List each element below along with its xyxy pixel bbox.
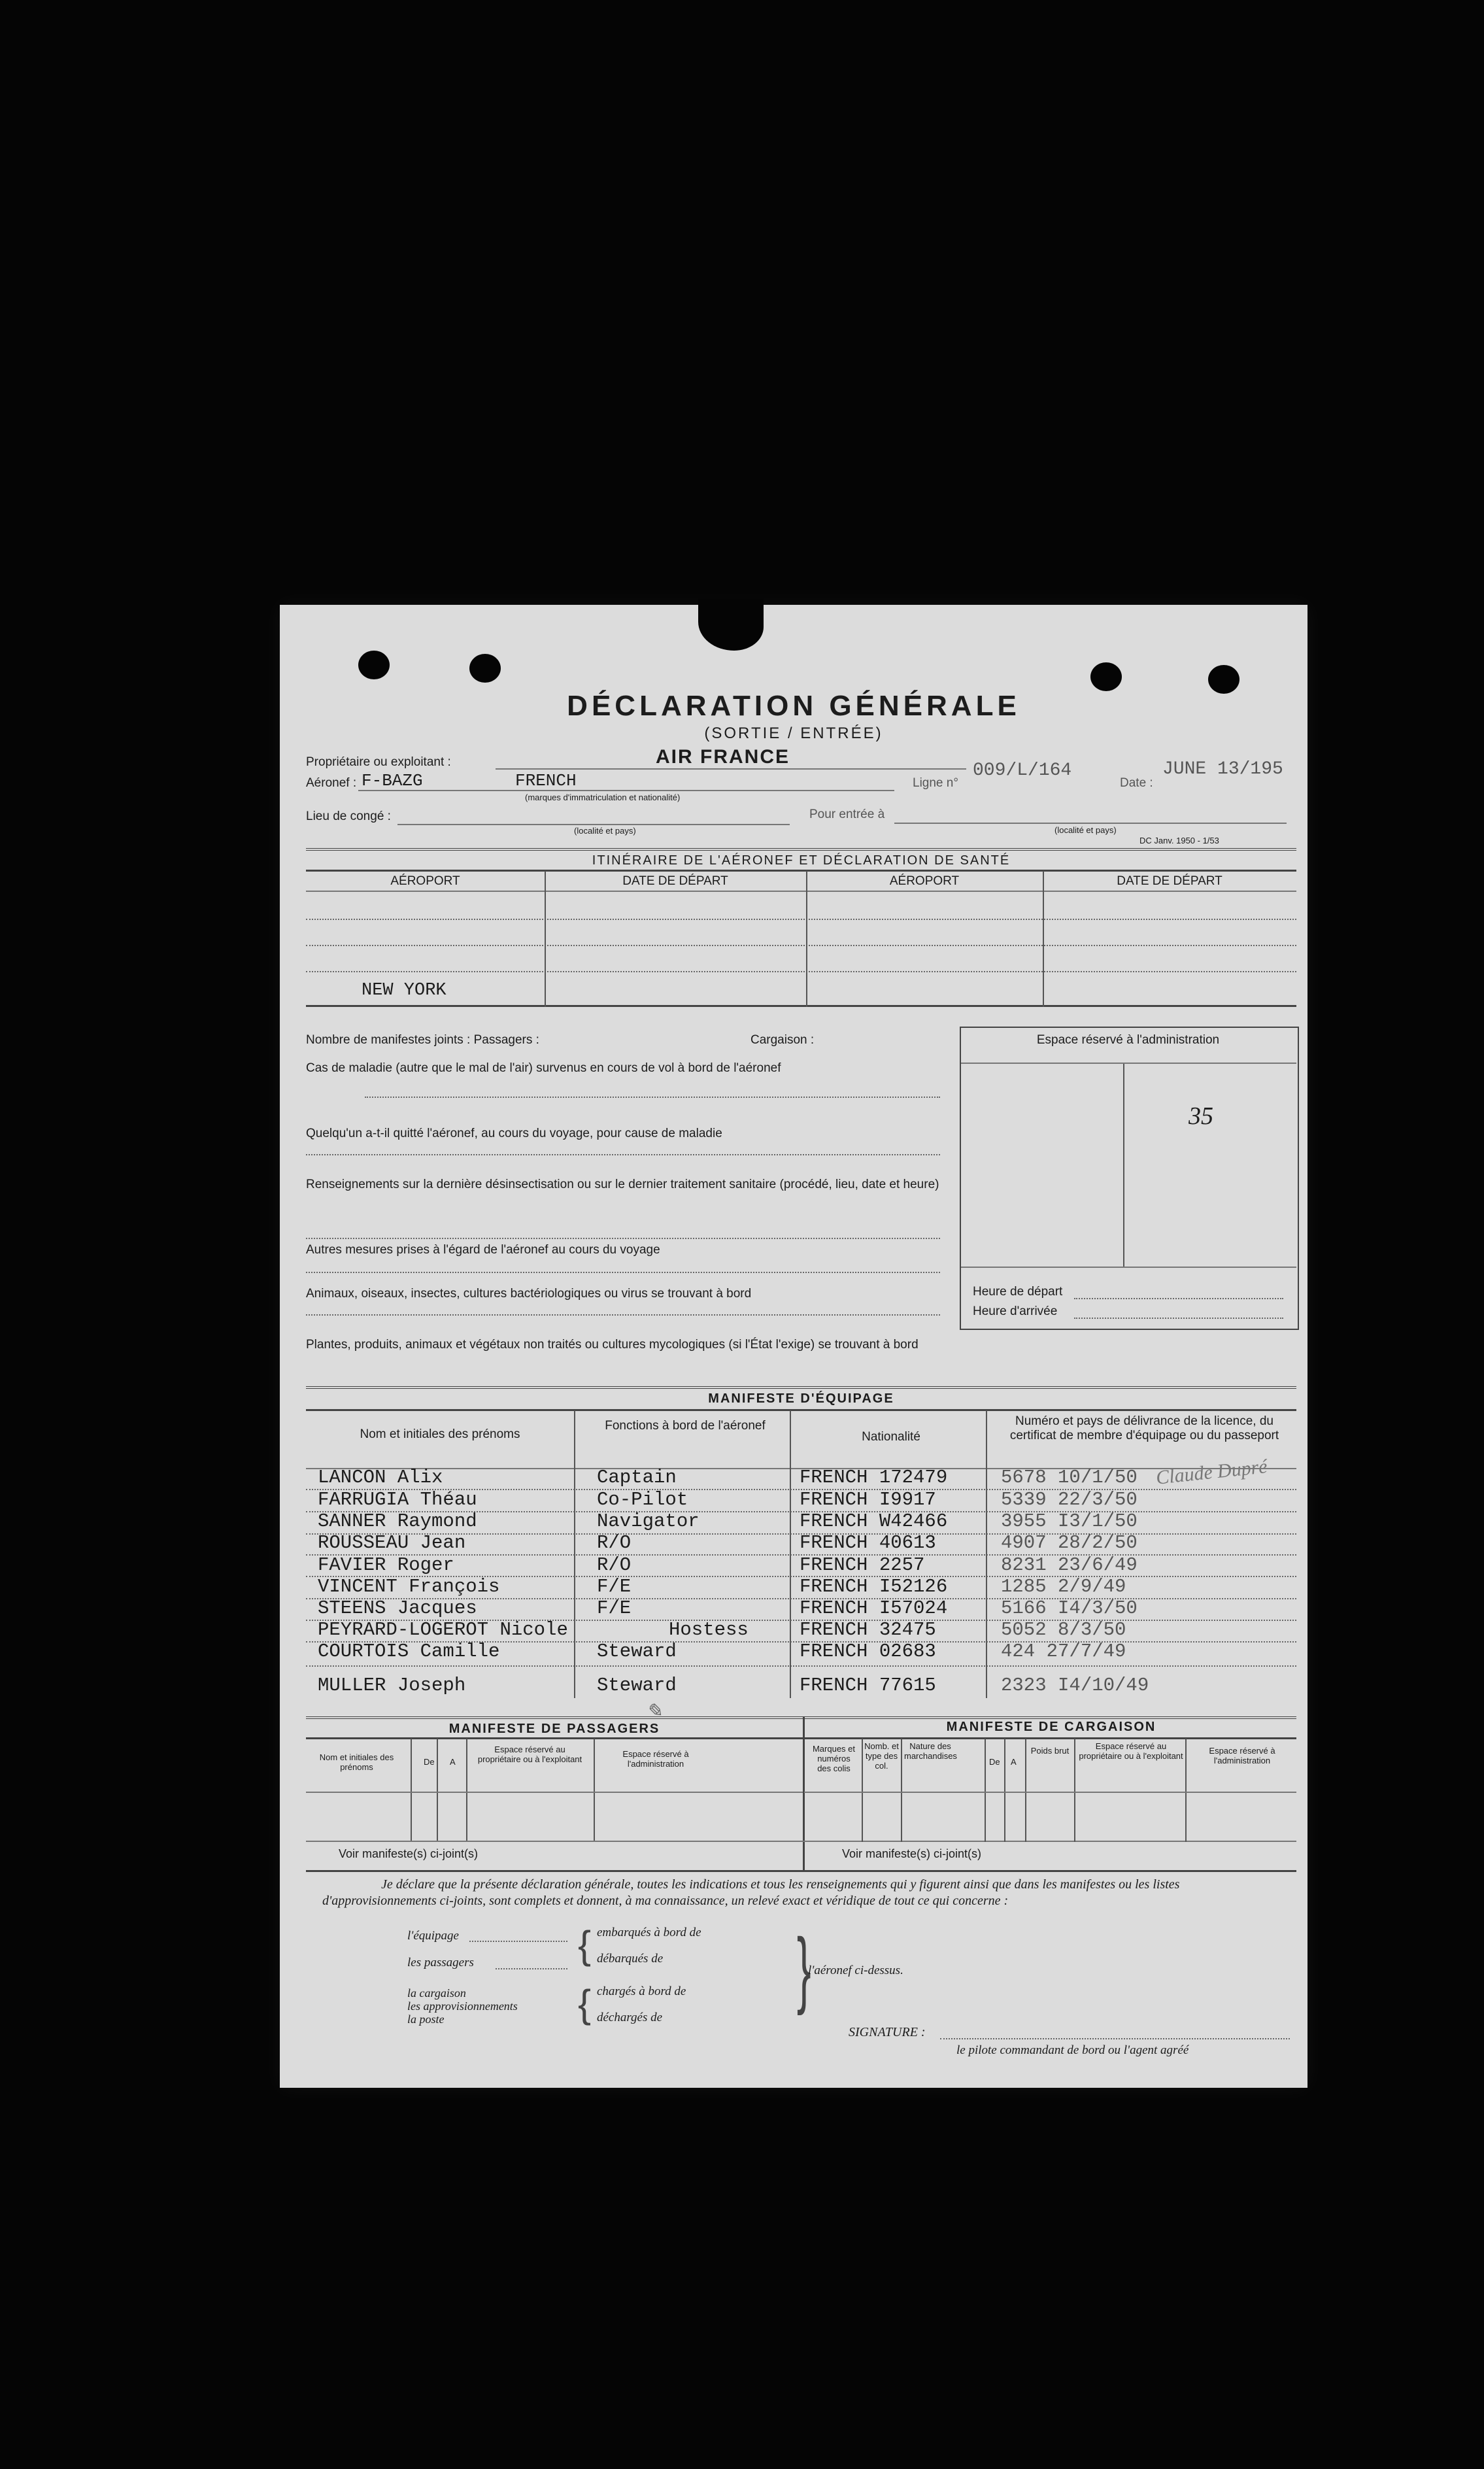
crew-license: 5339 22/3/50 xyxy=(1001,1489,1138,1510)
crew-function: F/E xyxy=(597,1597,632,1619)
crew-name: LANCON Alix xyxy=(318,1467,443,1488)
crew-license: 2323 I4/10/49 xyxy=(1001,1675,1149,1696)
crew-col-nationality: Nationalité xyxy=(862,1430,920,1444)
crew-col-license: Numéro et pays de délivrance de la licence, du certificat de membre d'équipage ou du passeport xyxy=(1009,1414,1279,1442)
reserved-number: 35 xyxy=(1189,1102,1213,1130)
departure-time-label: Heure de départ xyxy=(973,1285,1063,1299)
declaration-text: Je déclare que la présente déclaration générale, toutes les indications et tous les renseignements qui y figurent ainsi que dans les manifestes ou les listes d'approvisionnements ci-joints, sont complets et donnent, à ma connaissance, un relevé exact et véridique de tout ce qui concerne : xyxy=(322,1877,1180,1908)
crew-function: R/O xyxy=(597,1554,632,1576)
crew-function: Captain xyxy=(597,1467,677,1488)
pax-col-owner: Espace réservé au propriétaire ou à l'exploitant xyxy=(477,1745,582,1764)
crew-license: 5678 10/1/50 xyxy=(1001,1467,1138,1488)
cargo-manifest-title: MANIFESTE DE CARGAISON xyxy=(946,1720,1156,1734)
cargo-col-to: A xyxy=(1011,1757,1017,1767)
handwritten-signature: Claude Dupré xyxy=(1155,1456,1269,1489)
brace-glyph: } xyxy=(796,1920,811,2016)
cargo-col-admin: Espace réservé à l'administration xyxy=(1209,1746,1275,1765)
plants-label: Plantes, produits, animaux et végétaux non traités ou cultures mycologiques (si l'État l'exige) se trouvant à bord xyxy=(306,1338,919,1352)
owner-label: Propriétaire ou exploitant : xyxy=(306,755,451,769)
crew-license: 1285 2/9/49 xyxy=(1001,1576,1126,1597)
form-title: DÉCLARATION GÉNÉRALE xyxy=(567,690,1020,722)
line-label: Ligne n° xyxy=(913,776,958,790)
crew-name: STEENS Jacques xyxy=(318,1597,477,1619)
other-measures-label: Autres mesures prises à l'égard de l'aéronef au cours du voyage xyxy=(306,1243,660,1257)
sickness-label: Cas de maladie (autre que le mal de l'air) survenus en cours de vol à bord de l'aéronef xyxy=(306,1061,781,1075)
crew-function: F/E xyxy=(597,1576,632,1597)
crew-nationality: FRENCH I52126 xyxy=(800,1576,948,1597)
owner-value: AIR FRANCE xyxy=(656,746,790,768)
date-label: Date : xyxy=(1120,776,1153,790)
conge-label: Lieu de congé : xyxy=(306,809,391,823)
crew-function: Steward xyxy=(597,1641,677,1662)
decl-passengers: les passagers xyxy=(407,1956,474,1969)
entry-label: Pour entrée à xyxy=(809,808,885,821)
pax-col-from: De xyxy=(424,1757,435,1767)
crew-name: MULLER Joseph xyxy=(318,1675,466,1696)
signature-label: SIGNATURE : xyxy=(849,2025,926,2039)
brace-glyph: { xyxy=(578,1982,592,2026)
itinerary-airport-value: NEW YORK xyxy=(362,981,447,1000)
disinfection-label: Renseignements sur la dernière désinsectisation ou sur le dernier traitement sanitaire (procédé, lieu, date et heure) xyxy=(306,1178,939,1191)
decl-supplies: les approvisionnements xyxy=(407,2000,518,2013)
cargo-col-owner: Espace réservé au propriétaire ou à l'exploitant xyxy=(1079,1741,1183,1761)
crew-name: COURTOIS Camille xyxy=(318,1641,500,1662)
punch-hole xyxy=(358,651,390,679)
cargo-col-count: Nomb. et type des col. xyxy=(864,1741,899,1771)
crew-nationality: FRENCH I57024 xyxy=(800,1597,948,1619)
itinerary-col-date-2: DATE DE DÉPART xyxy=(1117,874,1223,888)
crew-function: R/O xyxy=(597,1532,632,1554)
itinerary-col-airport-1: AÉROPORT xyxy=(390,874,460,888)
crew-name: PEYRARD-LOGEROT Nicole xyxy=(318,1619,568,1641)
crew-col-function: Fonctions à bord de l'aéronef xyxy=(605,1419,766,1433)
crew-license: 3955 I3/1/50 xyxy=(1001,1510,1138,1532)
brace-glyph: { xyxy=(578,1923,592,1967)
date-value: JUNE 13/195 xyxy=(1162,759,1283,779)
decl-disembarked: débarqués de xyxy=(597,1952,664,1966)
crew-nationality: FRENCH 32475 xyxy=(800,1619,936,1641)
conge-note: (localité et pays) xyxy=(574,826,636,836)
declaration-form-sheet xyxy=(280,605,1307,2088)
crew-name: ROUSSEAU Jean xyxy=(318,1532,466,1554)
crew-license: 5052 8/3/50 xyxy=(1001,1619,1126,1641)
cargo-col-weight: Poids brut xyxy=(1030,1746,1070,1756)
cargo-col-nature: Nature des marchandises xyxy=(904,1741,957,1761)
punch-hole xyxy=(469,654,501,683)
aircraft-nationality: FRENCH xyxy=(515,771,577,791)
manifests-count-label: Nombre de manifestes joints : Passagers : xyxy=(306,1033,539,1047)
crew-nationality: FRENCH 2257 xyxy=(800,1554,925,1576)
entry-note: (localité et pays) xyxy=(1054,825,1117,835)
left-aircraft-label: Quelqu'un a-t-il quitté l'aéronef, au cours du voyage, pour cause de maladie xyxy=(306,1127,722,1140)
cargo-count-label: Cargaison : xyxy=(750,1033,815,1047)
arrival-time-label: Heure d'arrivée xyxy=(973,1304,1058,1318)
decl-mail: la poste xyxy=(407,2013,445,2026)
crew-function: Hostess xyxy=(669,1619,749,1641)
line-value: 009/L/164 xyxy=(973,760,1072,781)
crew-manifest-title: MANIFESTE D'ÉQUIPAGE xyxy=(708,1391,894,1406)
crew-license: 8231 23/6/49 xyxy=(1001,1554,1138,1576)
punch-hole xyxy=(1090,662,1122,691)
itinerary-col-airport-2: AÉROPORT xyxy=(889,874,960,888)
crew-col-name: Nom et initiales des prénoms xyxy=(360,1427,520,1441)
itinerary-title: ITINÉRAIRE DE L'AÉRONEF ET DÉCLARATION DE SANTÉ xyxy=(592,853,1011,868)
crew-nationality: FRENCH W42466 xyxy=(800,1510,948,1532)
crew-license: 4907 28/2/50 xyxy=(1001,1532,1138,1554)
cargo-col-marks: Marques et numéros des colis xyxy=(812,1744,856,1773)
crew-nationality: FRENCH 77615 xyxy=(800,1675,936,1696)
crew-name: SANNER Raymond xyxy=(318,1510,477,1532)
crew-function: Navigator xyxy=(597,1510,700,1532)
decl-cargo: la cargaison xyxy=(407,1986,466,2000)
crew-nationality: FRENCH I9917 xyxy=(800,1489,936,1510)
form-subtitle: (SORTIE / ENTRÉE) xyxy=(704,724,883,742)
crew-license: 424 27/7/49 xyxy=(1001,1641,1126,1662)
passenger-manifest-title: MANIFESTE DE PASSAGERS xyxy=(448,1722,660,1736)
decl-crew: l'équipage xyxy=(407,1929,459,1943)
aircraft-reg: F-BAZG xyxy=(362,771,423,791)
crew-license: 5166 I4/3/50 xyxy=(1001,1597,1138,1619)
crew-function: Steward xyxy=(597,1675,677,1696)
pax-col-to: A xyxy=(450,1757,456,1767)
torn-edge xyxy=(698,598,764,651)
aircraft-label: Aéronef : xyxy=(306,776,357,790)
pax-see-manifest: Voir manifeste(s) ci-joint(s) xyxy=(339,1847,479,1860)
pax-col-admin: Espace réservé à l'administration xyxy=(622,1749,689,1769)
animals-label: Animaux, oiseaux, insectes, cultures bactériologiques ou virus se trouvant à bord xyxy=(306,1287,752,1301)
decl-unloaded: déchargés de xyxy=(597,2011,663,2024)
crew-nationality: FRENCH 40613 xyxy=(800,1532,936,1554)
pax-col-name: Nom et initiales des prénoms xyxy=(319,1752,394,1772)
crew-nationality: FRENCH 02683 xyxy=(800,1641,936,1662)
decl-aircraft: l'aéronef ci-dessus. xyxy=(808,1964,903,1977)
crew-nationality: FRENCH 172479 xyxy=(800,1467,948,1488)
crew-function: Co-Pilot xyxy=(597,1489,688,1510)
cargo-see-manifest: Voir manifeste(s) ci-joint(s) xyxy=(842,1847,982,1860)
form-reference: DC Janv. 1950 - 1/53 xyxy=(1139,836,1219,845)
crew-name: FAVIER Roger xyxy=(318,1554,454,1576)
aircraft-note: (marques d'immatriculation et nationalité) xyxy=(525,792,681,802)
crew-name: FARRUGIA Théau xyxy=(318,1489,477,1510)
handwritten-scribble: ✎ xyxy=(644,1699,664,1724)
decl-embarked: embarqués à bord de xyxy=(597,1926,701,1939)
signatory-caption: le pilote commandant de bord ou l'agent agréé xyxy=(956,2043,1189,2057)
reserved-space-title: Espace réservé à l'administration xyxy=(1036,1033,1220,1047)
cargo-col-from: De xyxy=(989,1757,1000,1767)
decl-loaded: chargés à bord de xyxy=(597,1984,686,1998)
itinerary-col-date-1: DATE DE DÉPART xyxy=(622,874,728,888)
crew-name: VINCENT François xyxy=(318,1576,500,1597)
